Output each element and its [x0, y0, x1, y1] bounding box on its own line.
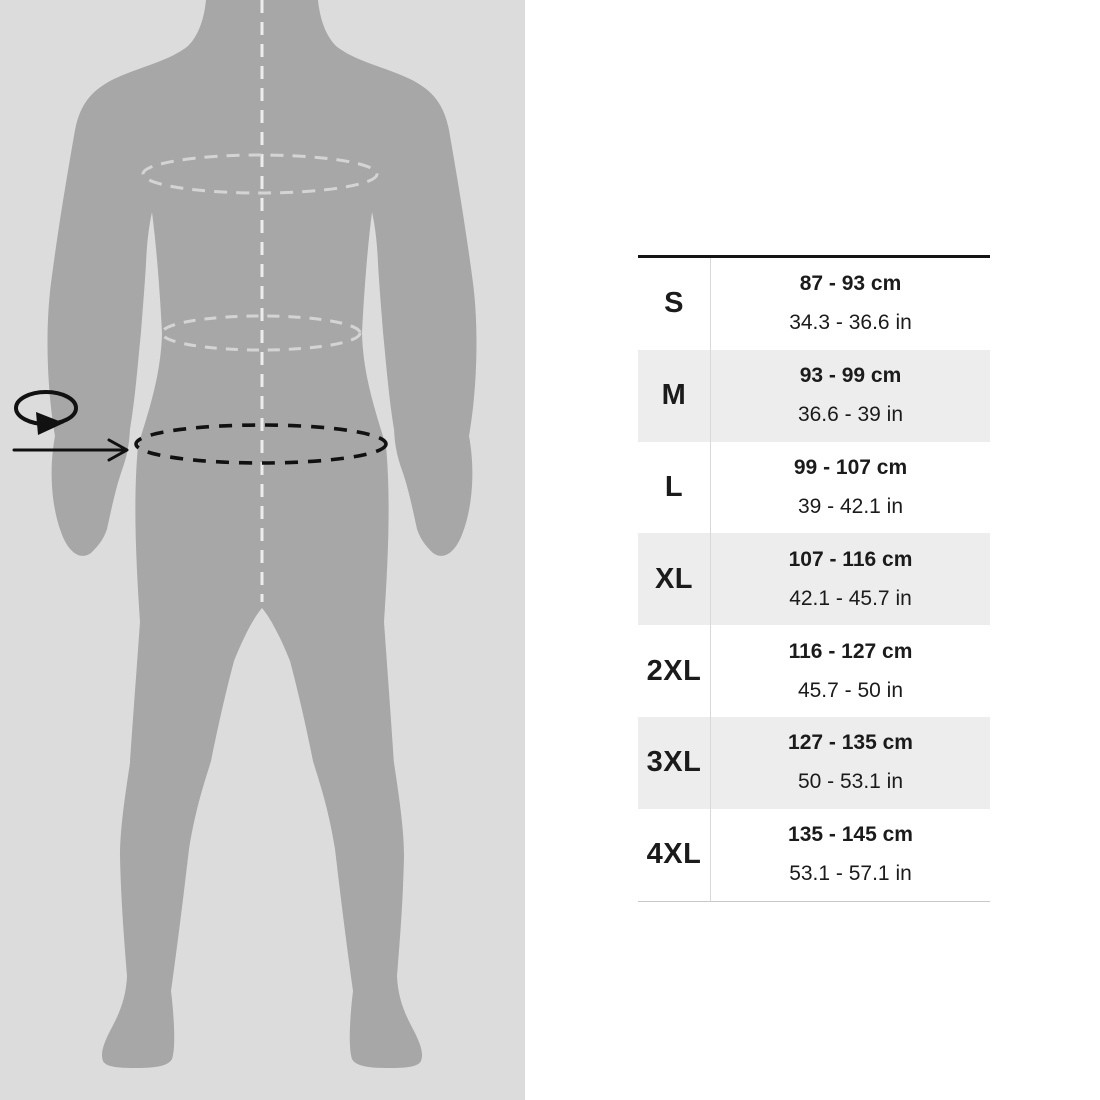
table-row	[638, 533, 990, 625]
cm-range: 93 - 99 cm	[799, 364, 902, 388]
cm-range: 116 - 127 cm	[788, 639, 913, 663]
size-label: S	[664, 287, 684, 320]
cm-range: 87 - 93 cm	[799, 272, 902, 296]
size-values	[710, 625, 990, 717]
in-range: 50 - 53.1 in	[797, 770, 904, 794]
cm-range: 135 - 145 cm	[788, 823, 913, 847]
size-values	[710, 442, 990, 534]
table-row	[638, 442, 990, 534]
in-range: 42.1 - 45.7 in	[789, 586, 912, 610]
table-row	[638, 625, 990, 717]
size-label: XL	[654, 562, 694, 595]
table-row	[638, 350, 990, 442]
table-row	[638, 809, 990, 901]
cm-range: 99 - 107 cm	[793, 455, 908, 479]
measurement-figure-panel	[0, 0, 525, 1100]
size-label: 2XL	[646, 654, 702, 687]
cm-range: 107 - 116 cm	[788, 547, 913, 571]
size-table	[638, 255, 990, 902]
in-range: 45.7 - 50 in	[797, 678, 904, 702]
size-label: 4XL	[646, 838, 702, 871]
size-values	[710, 350, 990, 442]
in-range: 36.6 - 39 in	[797, 403, 904, 427]
size-values	[710, 258, 990, 350]
in-range: 53.1 - 57.1 in	[789, 862, 912, 886]
size-label: L	[664, 470, 684, 503]
size-values	[710, 717, 990, 809]
size-label: 3XL	[646, 746, 702, 779]
table-row	[638, 717, 990, 809]
size-label: M	[661, 379, 687, 412]
size-values	[710, 533, 990, 625]
table-row	[638, 258, 990, 350]
in-range: 39 - 42.1 in	[797, 494, 904, 518]
size-values	[710, 809, 990, 901]
in-range: 34.3 - 36.6 in	[789, 311, 912, 335]
cm-range: 127 - 135 cm	[788, 731, 913, 755]
